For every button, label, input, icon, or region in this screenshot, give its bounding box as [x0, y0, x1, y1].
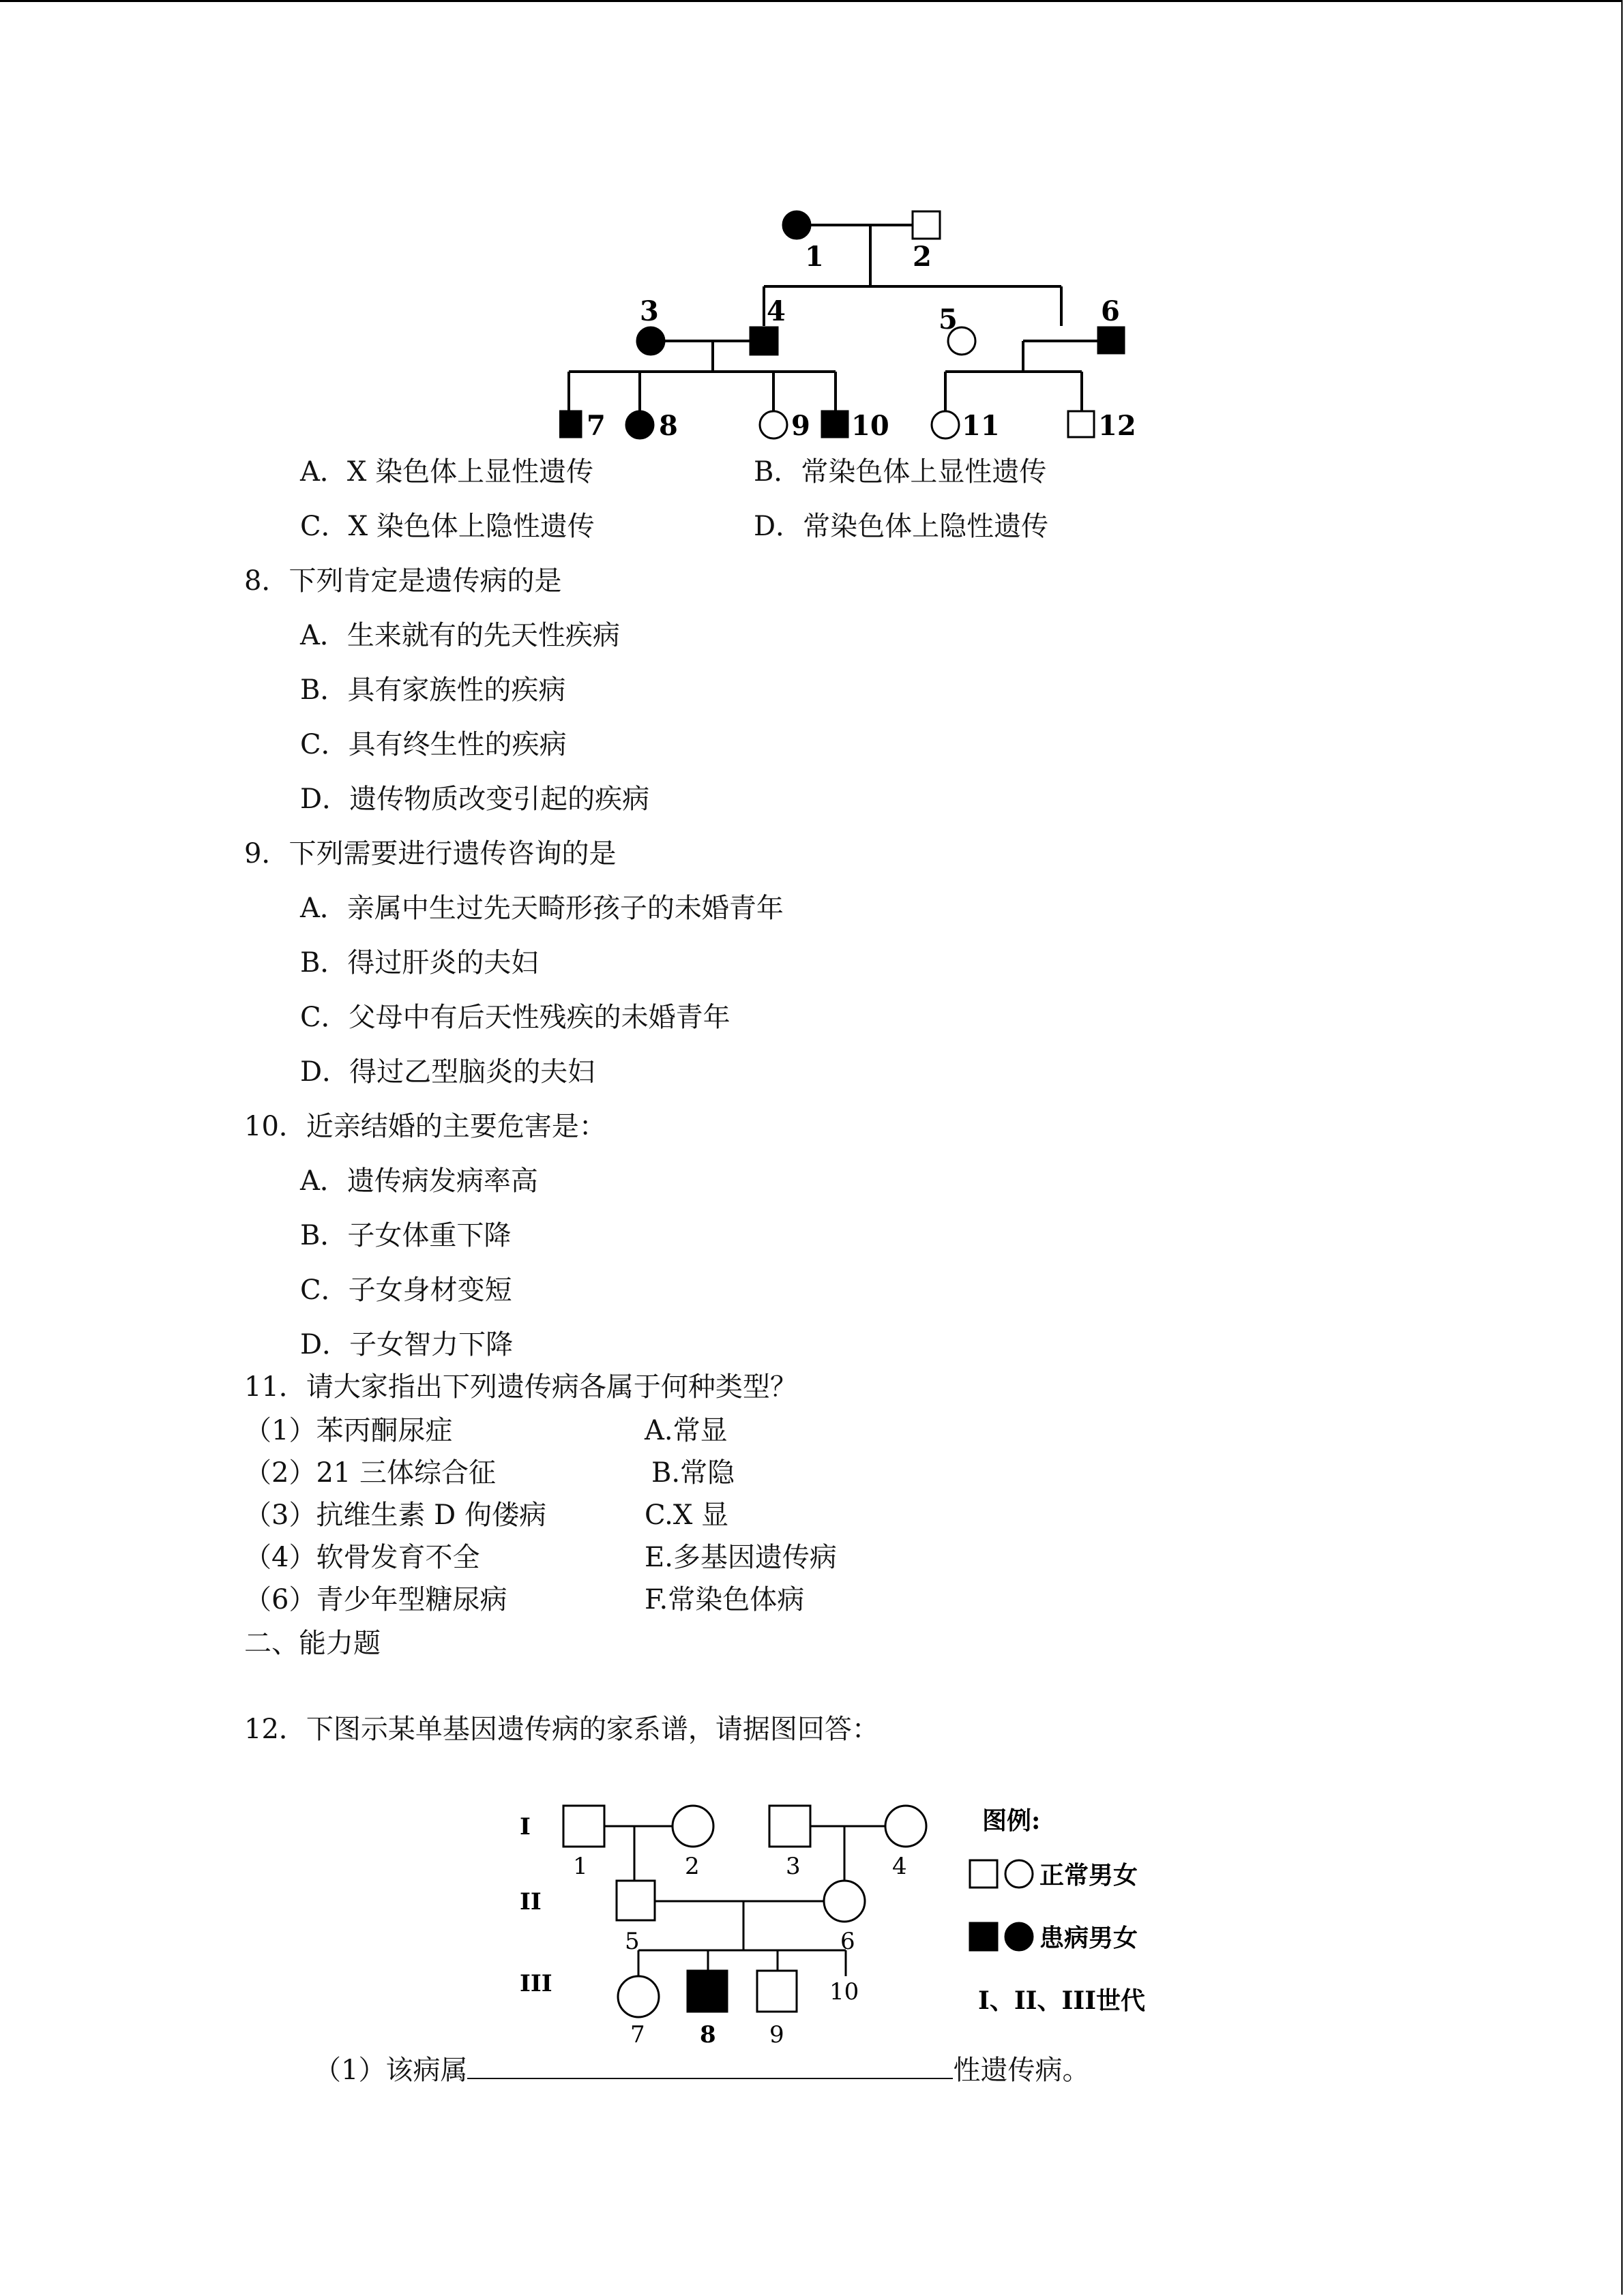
legend-affected-label: 患病男女 — [1039, 1924, 1138, 1952]
q10-option-b: B．子女体重下降 — [300, 1220, 512, 1251]
legend-normal-male-icon — [970, 1860, 997, 1888]
label-3: 3 — [640, 295, 659, 327]
individual-III-9 — [757, 1971, 797, 2012]
q12-question: 12．下图示某单基因遗传病的家系谱，请据图回答： — [244, 1714, 879, 1745]
label-8: 8 — [659, 410, 678, 442]
individual-3 — [637, 327, 664, 355]
label-4: 4 — [767, 295, 786, 327]
individual-III-7 — [618, 1976, 659, 2017]
q8-option-d: D．遗传物质改变引起的疾病 — [300, 784, 650, 815]
q11-item-6: （6）青少年型糖尿病 — [244, 1584, 507, 1615]
label-p2-1: 1 — [573, 1853, 588, 1880]
label-p2-9: 9 — [769, 2021, 784, 2046]
q11-item-1: （1）苯丙酮尿症 — [244, 1415, 453, 1446]
q10-question: 10．近亲结婚的主要危害是： — [244, 1111, 606, 1142]
label-p2-6: 6 — [840, 1928, 855, 1955]
answer-blank[interactable] — [467, 2053, 953, 2079]
q11-type-f: F.常染色体病 — [645, 1584, 805, 1615]
q11-item-4: （4）软骨发育不全 — [244, 1542, 480, 1573]
individual-III-8 — [688, 1971, 727, 2012]
individual-II-6 — [824, 1881, 865, 1922]
label-p2-7: 7 — [630, 2021, 645, 2046]
label-12: 12 — [1098, 410, 1136, 442]
gen-label-3: III — [520, 1970, 552, 1997]
individual-12 — [1068, 411, 1094, 437]
individual-I-3 — [769, 1806, 810, 1847]
q12-sub1-suffix: 性遗传病。 — [953, 2055, 1090, 2086]
individual-I-1 — [563, 1806, 604, 1847]
individual-I-2 — [673, 1806, 713, 1847]
label-p2-8: 8 — [700, 2021, 716, 2046]
q7-option-a: A．X 染色体上显性遗传 — [300, 456, 594, 488]
pedigree-chart-1 — [559, 198, 1173, 450]
individual-II-5 — [617, 1881, 655, 1920]
individual-9 — [760, 411, 787, 438]
label-p2-10: 10 — [829, 1978, 859, 2006]
label-p2-4: 4 — [892, 1853, 907, 1880]
individual-7 — [559, 411, 581, 437]
q11-type-e: E.多基因遗传病 — [645, 1542, 837, 1573]
q11-type-b: B.常隐 — [651, 1457, 735, 1489]
individual-2 — [913, 211, 940, 239]
individual-8 — [626, 411, 653, 438]
label-2: 2 — [913, 241, 932, 273]
legend-generations-label: I、II、III世代 — [978, 1986, 1146, 2015]
gen-label-2: II — [520, 1888, 542, 1915]
legend-affected-female-icon — [1005, 1923, 1033, 1950]
q11-question: 11．请大家指出下列遗传病各属于何种类型？ — [244, 1371, 797, 1403]
q9-option-c: C．父母中有后天性残疾的未婚青年 — [300, 1002, 730, 1033]
q12-sub1 — [314, 2053, 1089, 2088]
q8-option-a: A．生来就有的先天性疾病 — [300, 620, 620, 651]
label-6: 6 — [1101, 295, 1120, 327]
legend-normal-female-icon — [1005, 1860, 1033, 1888]
q7-option-d: D．常染色体上隐性遗传 — [754, 511, 1049, 542]
individual-4 — [750, 327, 778, 355]
individual-I-4 — [885, 1806, 926, 1847]
gen-label-1: I — [520, 1813, 531, 1840]
label-1: 1 — [805, 241, 824, 273]
q9-question: 9．下列需要进行遗传咨询的是 — [244, 838, 617, 869]
legend-title: 图例: — [982, 1806, 1041, 1835]
label-p2-3: 3 — [786, 1853, 801, 1880]
q8-question: 8．下列肯定是遗传病的是 — [244, 565, 562, 597]
label-p2-2: 2 — [685, 1853, 700, 1880]
label-10: 10 — [851, 410, 889, 442]
q10-option-c: C．子女身材变短 — [300, 1274, 512, 1306]
individual-1 — [783, 211, 810, 239]
pedigree-chart-2 — [505, 1787, 1173, 2046]
label-11: 11 — [962, 410, 1000, 442]
label-5: 5 — [939, 303, 958, 336]
q10-option-a: A．遗传病发病率高 — [300, 1165, 538, 1197]
q7-option-c: C．X 染色体上隐性遗传 — [300, 511, 595, 542]
q9-option-a: A．亲属中生过先天畸形孩子的未婚青年 — [300, 893, 784, 924]
legend — [970, 1806, 1145, 2015]
label-9: 9 — [791, 410, 810, 442]
q11-item-2: （2）21 三体综合征 — [244, 1457, 497, 1489]
q9-option-b: B．得过肝炎的夫妇 — [300, 947, 539, 979]
q11-item-3: （3）抗维生素 D 佝偻病 — [244, 1500, 546, 1531]
q11-type-a: A.常显 — [645, 1415, 728, 1446]
q10-option-d: D．子女智力下降 — [300, 1329, 514, 1360]
q8-option-c: C．具有终生性的疾病 — [300, 729, 567, 760]
label-p2-5: 5 — [625, 1928, 640, 1955]
q11-type-c: C.X 显 — [645, 1500, 729, 1531]
individual-6 — [1098, 327, 1124, 353]
section-heading: 二、能力题 — [244, 1628, 381, 1659]
legend-affected-male-icon — [970, 1923, 997, 1950]
individual-11 — [932, 411, 959, 438]
q12-sub1-prefix: （1）该病属 — [314, 2055, 468, 2086]
label-7: 7 — [587, 410, 606, 442]
q9-option-d: D．得过乙型脑炎的夫妇 — [300, 1056, 595, 1088]
q7-option-b: B．常染色体上显性遗传 — [754, 456, 1047, 488]
legend-normal-label: 正常男女 — [1039, 1861, 1138, 1890]
individual-10 — [822, 411, 848, 437]
q8-option-b: B．具有家族性的疾病 — [300, 674, 566, 706]
